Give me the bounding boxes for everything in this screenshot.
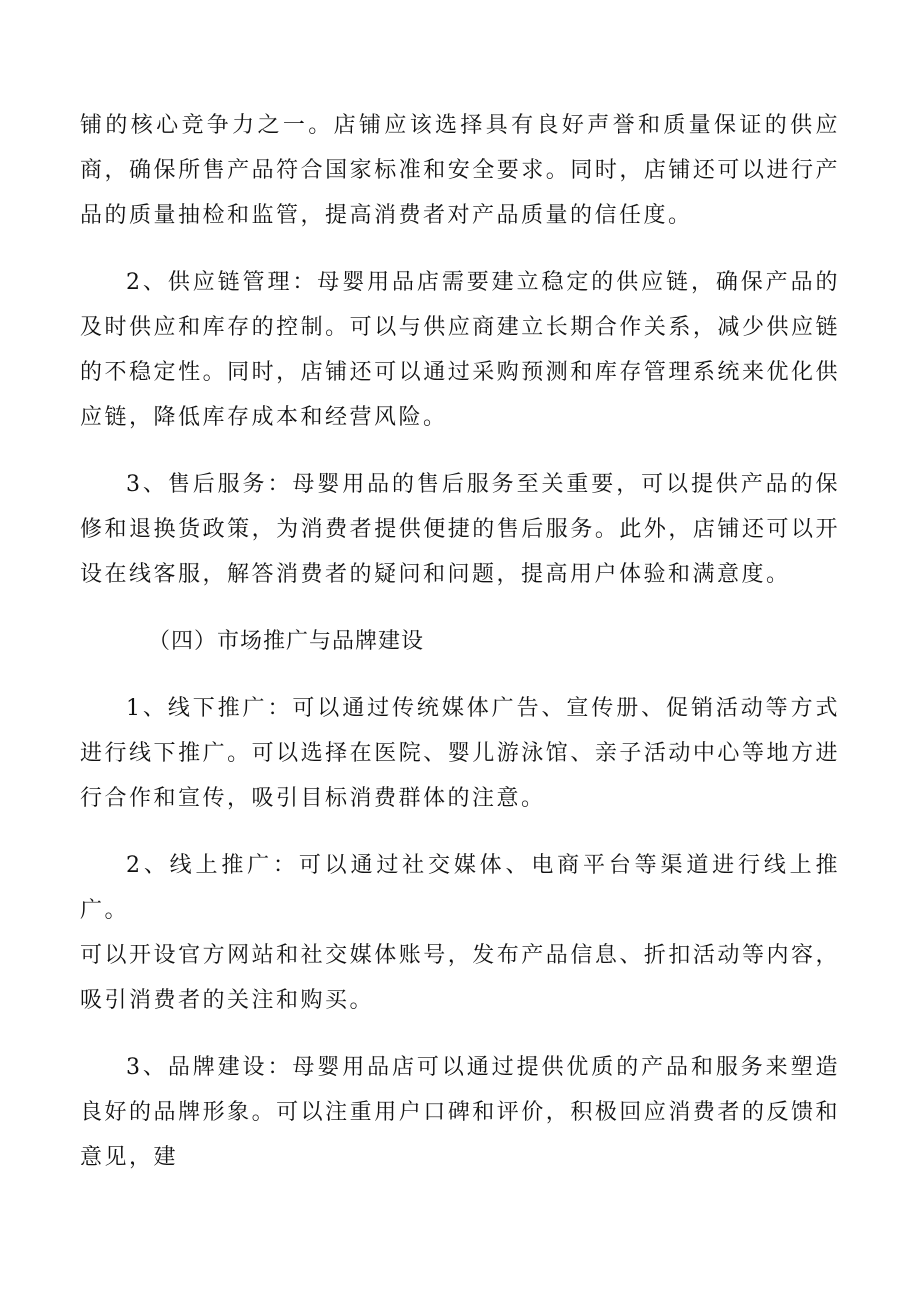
paragraph-offline-promotion: 1、线下推广：可以通过传统媒体广告、宣传册、促销活动等方式进行线下推广。可以选择在医院、婴儿游泳馆、亲子活动中心等地方进行合作和宣传，吸引目标消费群体的注意。 [80,696,840,811]
paragraph-supply-chain: 2、供应链管理：母婴用品店需要建立稳定的供应链，确保产品的及时供应和库存的控制。可以与供应商建立长期合作关系，减少供应链的不稳定性。同时，店铺还可以通过采购预测和库存管理系统来优化供应链，降低库存成本和经营风险。 [80,270,840,430]
paragraph-quality-control: 铺的核心竞争力之一。店铺应该选择具有良好声誉和质量保证的供应商，确保所售产品符合国家标准和安全要求。同时，店铺还可以进行产品的质量抽检和监管，提高消费者对产品质量的信任度。 [80,113,840,228]
paragraph-online-promotion: 2、线上推广：可以通过社交媒体、电商平台等渠道进行线上推广。 [80,853,840,923]
section-heading-marketing: （四）市场推广与品牌建设 [148,629,425,654]
paragraph-online-promotion-continued: 可以开设官方网站和社交媒体账号，发布产品信息、折扣活动等内容，吸引消费者的关注和购买。 [80,943,840,1013]
document-body [80,103,840,1202]
paragraph-brand-building: 3、品牌建设：母婴用品店可以通过提供优质的产品和服务来塑造良好的品牌形象。可以注重用户口碑和评价，积极回应消费者的反馈和意见，建 [80,1055,840,1170]
paragraph-after-sales: 3、售后服务：母婴用品的售后服务至关重要，可以提供产品的保修和退换货政策，为消费者提供便捷的售后服务。此外，店铺还可以开设在线客服，解答消费者的疑问和问题，提高用户体验和满意度。 [80,472,840,587]
